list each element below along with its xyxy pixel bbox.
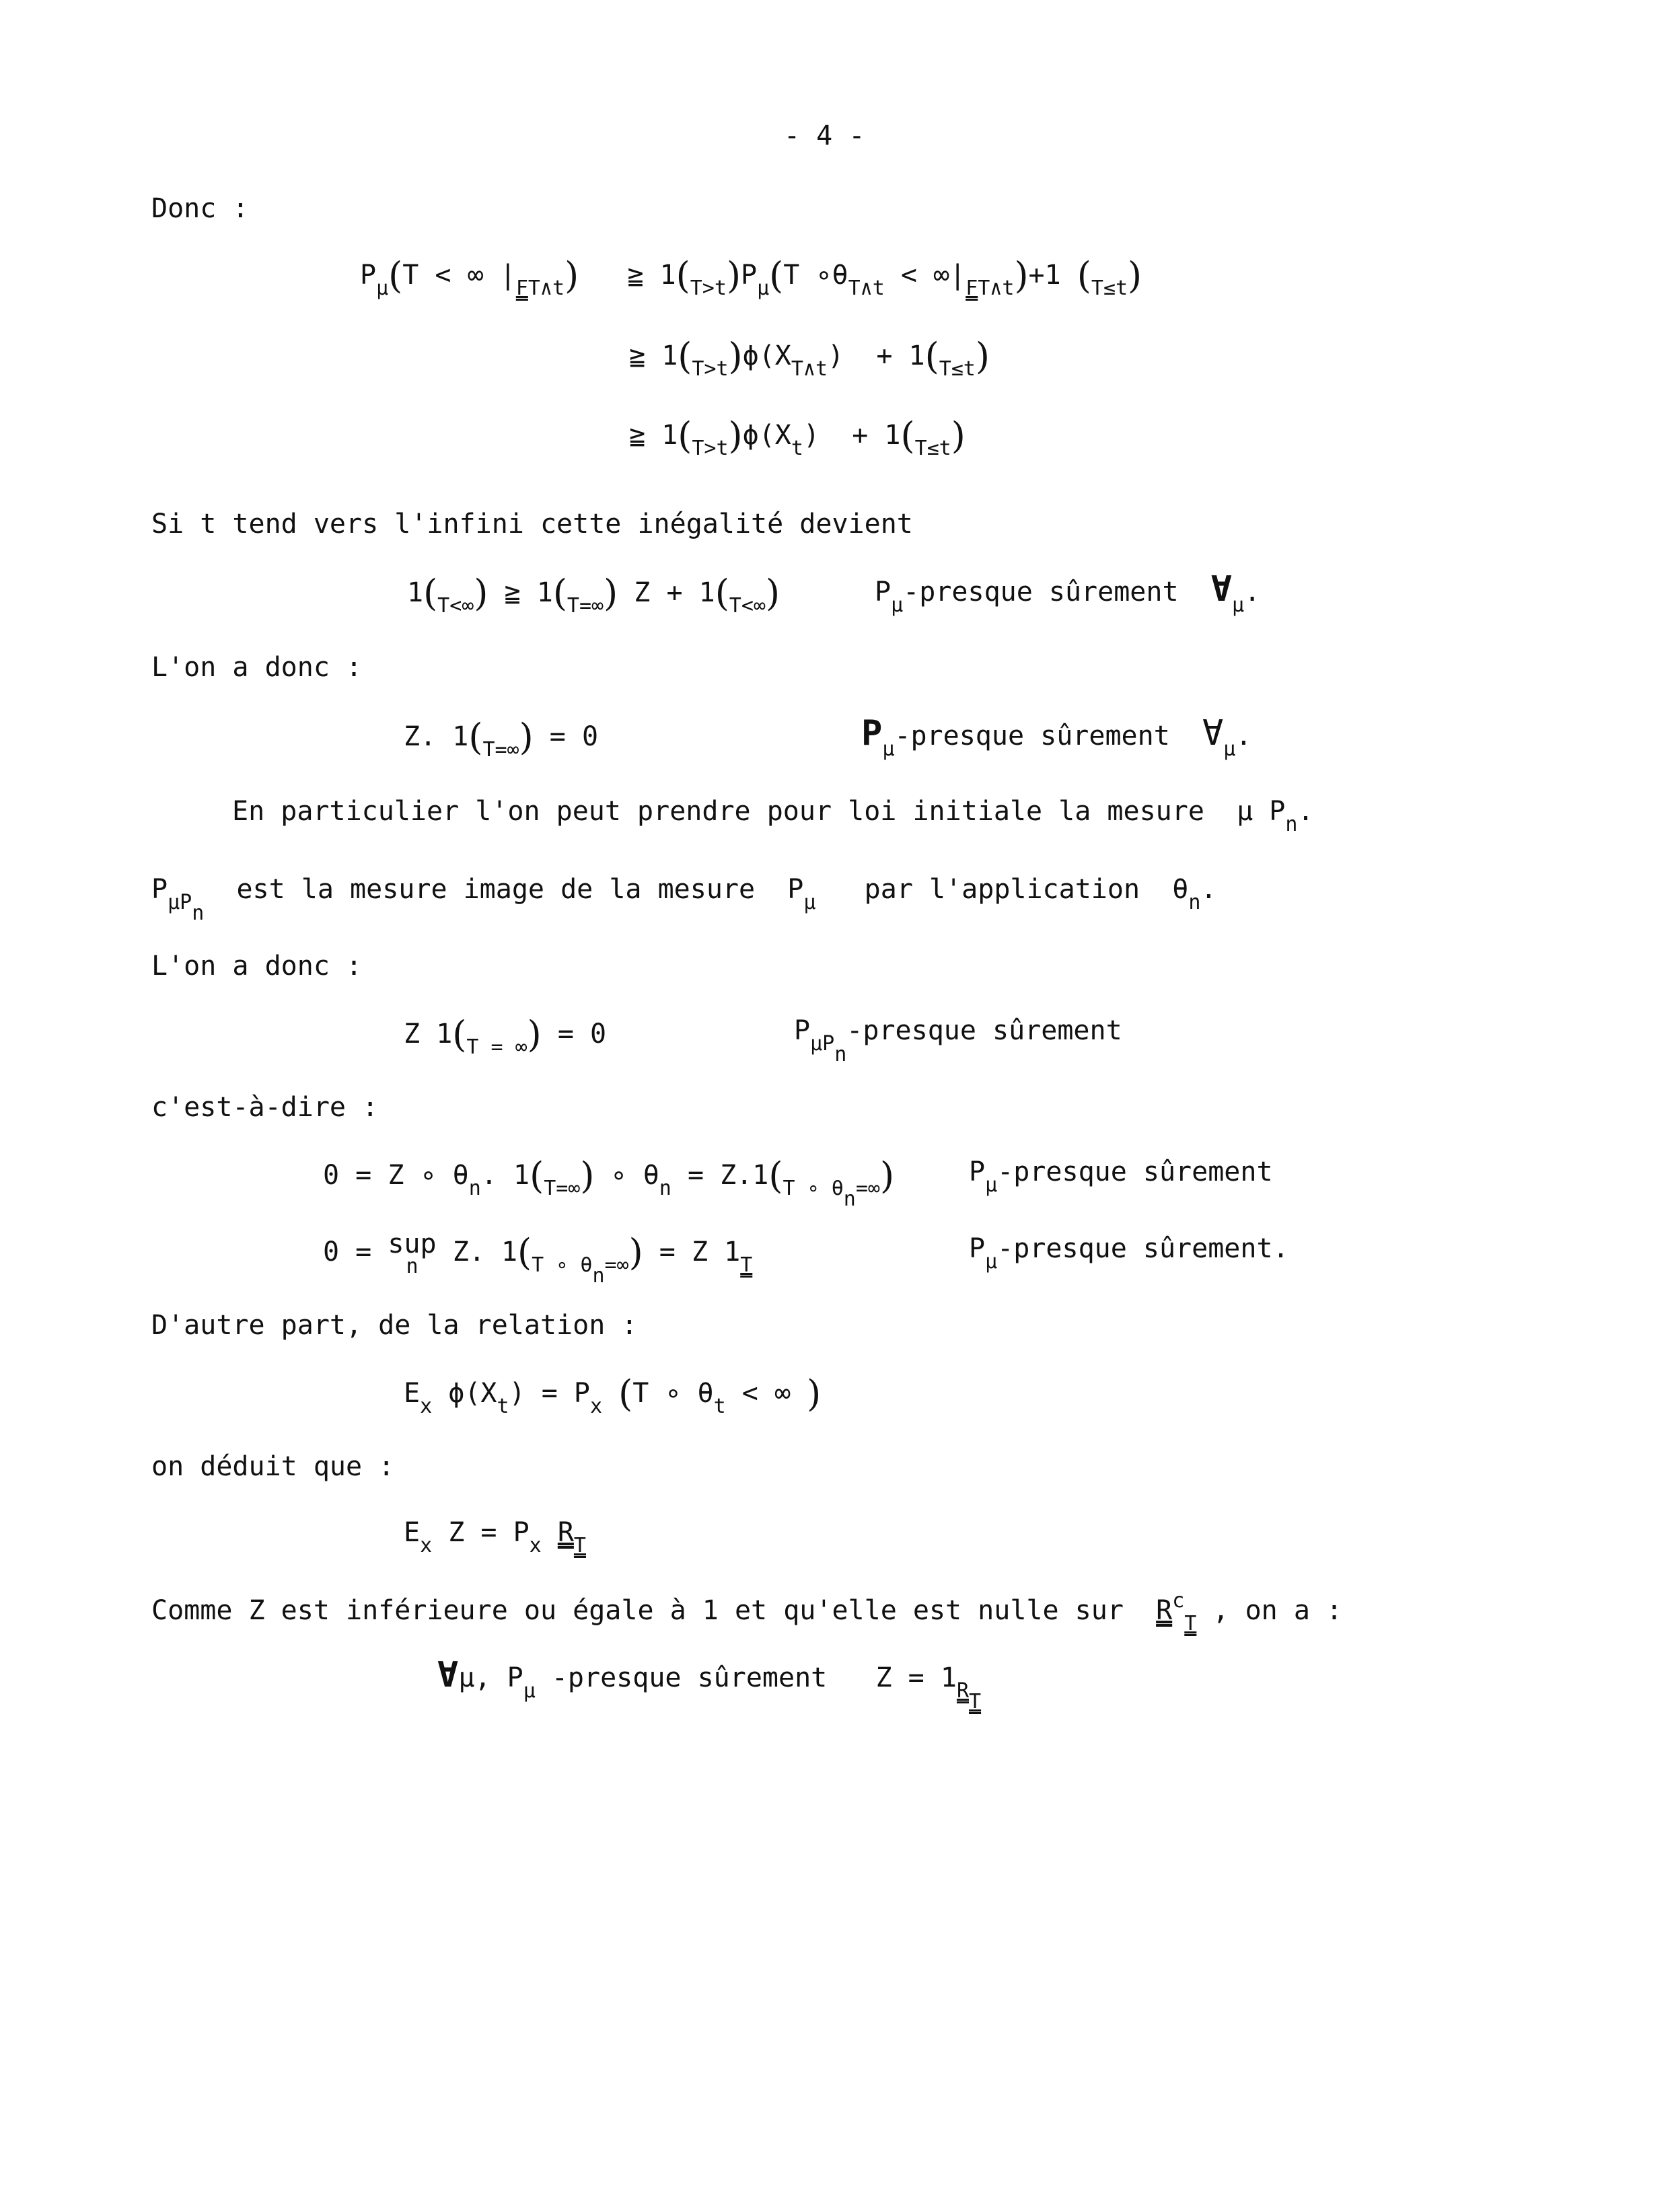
equation-sup: 0 = sup n Z. $1(_{T \circ \theta n=\infty}) = Z$ $1_T$ [323,1228,753,1288]
ps-sup: $P_\mu$-presque sûrement. [969,1233,1289,1274]
equation-theta-shift: 0 = Z ∘ $\theta_n$. $1(_{T=\infty})$ ∘ $\theta_n = Z.1(_{T \circ \theta n=\infty})$ [323,1154,895,1211]
text-mesure-image: $P_{\mu Pn}$ est la mesure image de la mesure $P_\mu$ par l'application $\theta_n$. [151,874,1217,925]
equation-expectation: $E_x$ $Z = P_x$ $R_T$ [404,1517,586,1557]
page-number: - 4 - [784,120,865,151]
equation-line-3: ≧ $1(_{T>t})\phi(X_t) + 1(_{T\le t})$ [629,414,966,460]
text-donc: Donc : [151,193,249,224]
text-on-deduit: on déduit que : [151,1451,395,1482]
ps-z1-zero: $P_{\mu Pn}$-presque sûrement [794,1015,1122,1066]
text-lon-donc-1: L'on a donc : [151,652,363,683]
text-cest-a-dire: c'est-à-dire : [151,1092,379,1123]
ps-z-zero: $P_\mu$-presque sûrement $\forall_\mu$. [861,713,1252,761]
ps-limit: $P_\mu$-presque sûrement $\forall_\mu$. [875,569,1261,617]
text-dautre-part: D'autre part, de la relation : [151,1310,638,1341]
text-en-particulier: En particulier l'on peut prendre pour loi initiale la mesure μ $P_n$. [232,796,1314,836]
text-lon-donc-2: L'on a donc : [151,951,363,982]
equation-limit: $1(_{T<\infty})$ ≧ $1(_{T=\infty}) Z + 1(_{T<\infty})$ [407,572,780,618]
equation-z1-zero: Z $1(_{T = \infty}) = 0$ [404,1013,607,1059]
equation-line-2: ≧ $1(_{T>t})\phi(X_{T\wedge t}) + 1(_{T\le t})$ [629,335,990,381]
text-si-t: Si t tend vers l'infini cette inégalité devient [151,509,913,540]
equation-conclusion: ∀μ, $P_\mu$ -presque sûrement $Z = 1_{RT}$ [437,1655,982,1713]
equation-z-zero: Z. $1(_{T=\infty}) = 0$ [404,716,599,762]
ps-theta-shift: $P_\mu$-presque sûrement [969,1156,1273,1197]
equation-relation: $E_x$ $\phi(X_t) = P_x$ (T ∘ $\theta_t$ < ∞ ) [404,1372,822,1418]
equation-line-1: $P_\mu(T$ < ∞ $|_{FT\wedge t}$) ≧ $1(_{T>t})P_\mu(T$ $\circ\theta_{T\wedge t} < \infty|_{FT\wedge t})+1$ $(_{T\le t})$ [360,254,1142,300]
text-comme-z: Comme Z est inférieure ou égale à 1 et qu'elle est nulle sur $R^c_T$ , on a : [151,1589,1343,1635]
